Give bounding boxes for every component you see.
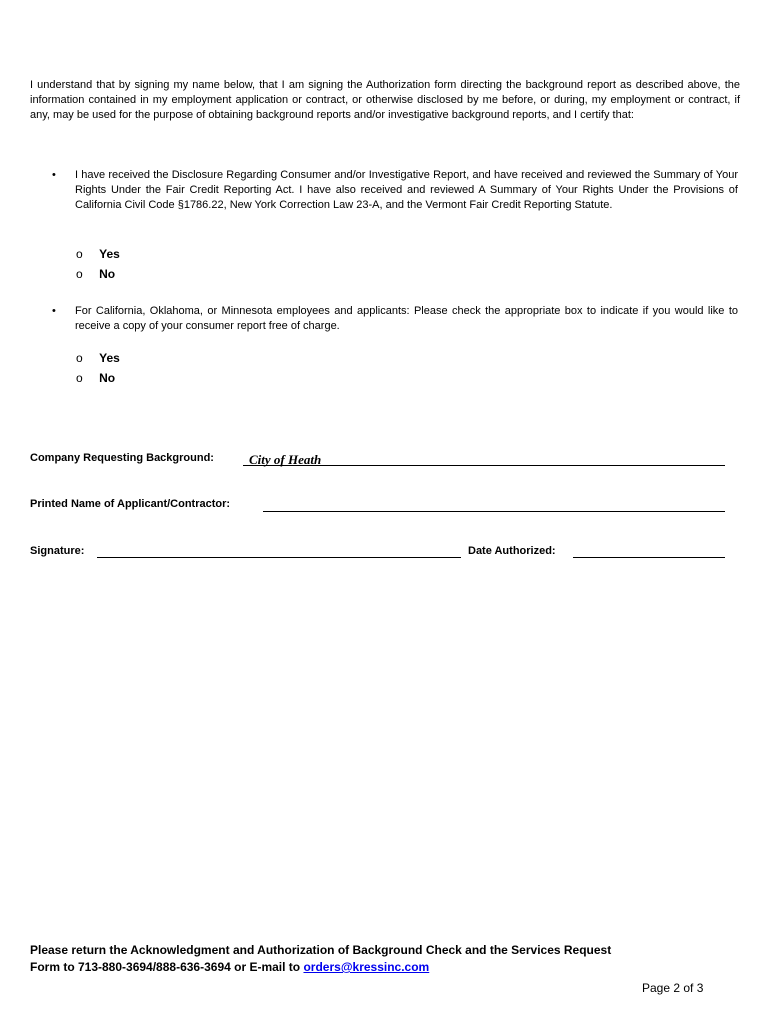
option-yes-label: Yes <box>99 247 120 261</box>
signature-label: Signature: <box>30 545 85 557</box>
footer-line-2 <box>30 959 611 976</box>
bullet-2-text: For California, Oklahoma, or Minnesota employees and applicants: Please check the appropriate box to indicate if you would like to receive a copy of your consumer report free of charge. <box>75 305 738 332</box>
footer-line-2-prefix: Form to 713-880-3694/888-636-3694 or E-mail to <box>30 960 304 974</box>
printed-name-field[interactable] <box>263 511 725 512</box>
company-value: City of Heath <box>249 452 322 467</box>
bullet-1-marker: • <box>52 169 56 181</box>
radio-circle-icon: o <box>76 267 83 281</box>
intro-paragraph: I understand that by signing my name below, that I am signing the Authorization form directing the background report as described above, the information contained in my employment application or contract, or otherwise disclosed by me before, or during, my employment or contract, if any, may be used for the purpose of obtaining background reports and/or investigative background reports, and I certify that: <box>30 79 740 121</box>
date-authorized-label: Date Authorized: <box>468 545 556 557</box>
bullet-2-option-no[interactable] <box>76 369 115 387</box>
bullet-1-option-no[interactable] <box>76 265 115 283</box>
bullet-2-marker: • <box>52 305 56 317</box>
radio-circle-icon: o <box>76 371 83 385</box>
radio-circle-icon: o <box>76 351 83 365</box>
email-link[interactable]: orders@kressinc.com <box>303 960 430 974</box>
footer-line-1: Please return the Acknowledgment and Authorization of Background Check and the Services Request <box>30 943 612 957</box>
company-label: Company Requesting Background: <box>30 452 214 464</box>
signature-field[interactable] <box>97 557 461 558</box>
option-yes-label: Yes <box>99 351 120 365</box>
option-no-label: No <box>99 371 116 385</box>
printed-name-label: Printed Name of Applicant/Contractor: <box>30 498 231 510</box>
page-number: Page 2 of 3 <box>642 981 704 995</box>
footer-instructions <box>30 942 611 976</box>
bullet-1-option-yes[interactable] <box>76 245 120 263</box>
option-no-label: No <box>99 267 116 281</box>
bullet-2-option-yes[interactable] <box>76 349 120 367</box>
bullet-1-text: I have received the Disclosure Regarding Consumer and/or Investigative Report, and have received and reviewed the Summary of Your Rights Under the Fair Credit Reporting Act. I have also received and reviewed A Summary of Your Rights Under the Provisions of California Civil Code §1786.22, New York Correction Law 23-A, and the Vermont Fair Credit Reporting Statute. <box>75 169 738 211</box>
date-authorized-field[interactable] <box>573 557 725 558</box>
radio-circle-icon: o <box>76 247 83 261</box>
